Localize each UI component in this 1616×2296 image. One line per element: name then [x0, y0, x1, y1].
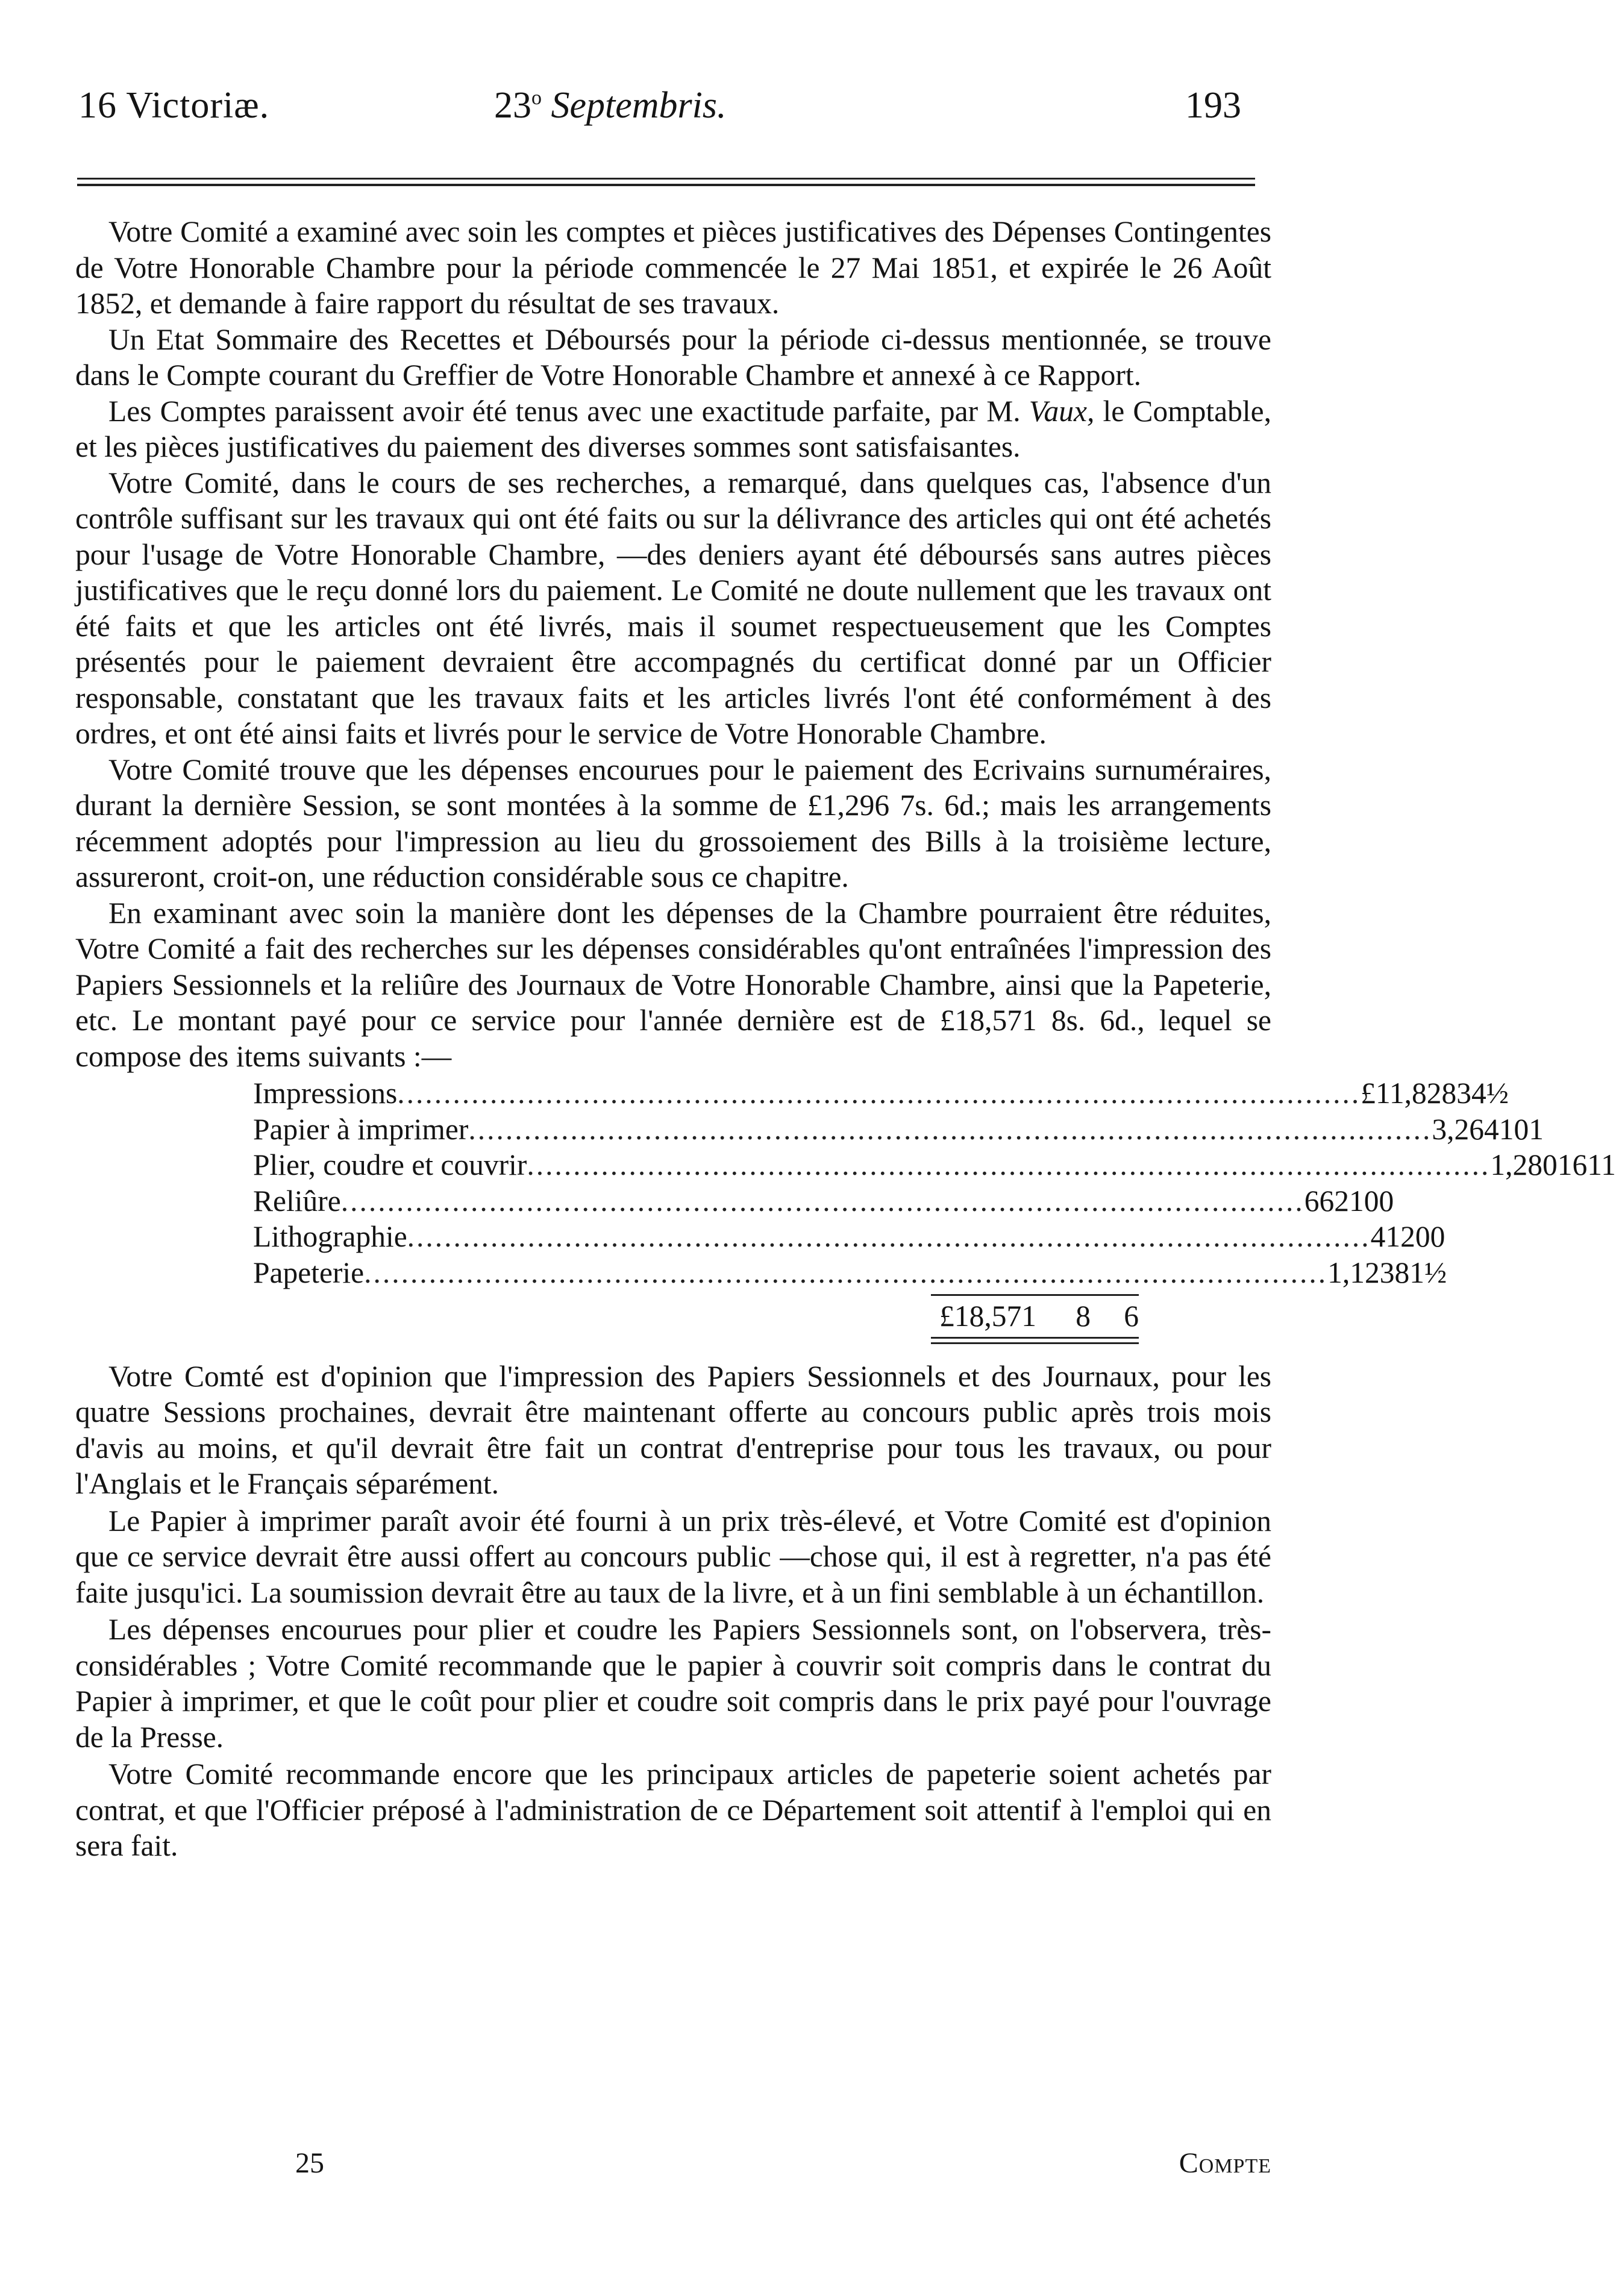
expense-pounds: 412 [1370, 1220, 1415, 1253]
dot-leader: ........................................................................................................ [527, 1148, 1491, 1181]
expense-label: Impressions [253, 1077, 398, 1110]
total-pounds: £18,571 [939, 1300, 1036, 1333]
expense-row [253, 1075, 1509, 1112]
accounts-prefix: Les Comptes paraissent avoir été tenus avec une exactitude parfaite, par M. [108, 394, 1021, 428]
paragraph-folding-sewing: Les dépenses encourues pour plier et coudre les Papiers Sessionnels sont, on l'observera, très-considérables ; Votre Comité recommande que le papier à couvrir soit compris dans le contrat du Papier à imprimer, et que le coût pour plier et coudre soit compris dans le prix payé pour l'ouvrage de la Presse. [75, 1613, 1271, 1754]
dot-leader: ........................................................................................................ [407, 1220, 1371, 1253]
paragraph-writers: Votre Comité trouve que les dépenses encourues pour le paiement des Ecrivains surnuméraires, durant la dernière Session, se sont montées à la somme de £1,296 7s. 6d.; mais les arrangements récemment adoptés pour l'impression au lieu du grossoiement des Bills à la troisième lecture, assureront, croit-on, une réduction considérable sous ce chapitre. [75, 752, 1271, 893]
expense-pounds: 1,123 [1327, 1256, 1395, 1289]
expense-pence: 11 [1587, 1148, 1616, 1181]
paragraph-examination: Votre Comité a examiné avec soin les comptes et pièces justificatives des Dépenses Contingentes de Votre Honorable Chambre pour la période commencée le 27 Mai 1851, et expirée le 26 Août 1852, et demande à faire rapport du résultat de ses travaux. [75, 215, 1271, 320]
expense-shillings: 16 [1557, 1148, 1588, 1181]
expense-row [253, 1183, 1394, 1219]
expense-shillings: 0 [1415, 1220, 1430, 1253]
header-rule-thick [77, 184, 1255, 186]
dot-leader: ........................................................................................................ [397, 1077, 1361, 1110]
expense-pounds: 662 [1304, 1184, 1349, 1218]
date-day: 23 [494, 85, 531, 126]
expense-row [253, 1219, 1445, 1255]
header-rule-thin [77, 178, 1255, 180]
expense-pounds: 1,280 [1490, 1148, 1558, 1181]
expense-total-row [253, 1298, 1139, 1334]
expense-shillings: 3 [1456, 1077, 1472, 1110]
paragraph-tender-printing: Votre Comté est d'opinion que l'impression des Papiers Sessionnels et des Journaux, pour les quatre Sessions prochaines, devrait être maintenant offerte au concours public après trois mois d'avis au moins, et qu'il devrait être fait un contrat d'entreprise pour tous les travaux, ou pour l'Anglais et le Français séparément. [75, 1359, 1271, 1500]
paragraph-control: Votre Comité, dans le cours de ses recherches, a remarqué, dans quelques cas, l'absence d'un contrôle suffisant sur les travaux qui ont été faits ou sur la délivrance des articles qui ont été achetés pour l'usage de Votre Honorable Chambre, —des deniers ayant été déboursés sans autres pièces justificatives que le reçu donné lors du paiement. Le Comité ne doute nullement que les travaux ont été faits et que les articles ont été livrés, mais il soumet respectueusement que les Comptes présentés pour le paiement devraient être accompagnés du certificat donné par un Officier responsable, constatant que les travaux faits et les articles livrés l'ont été conformément à des ordres, et ont été ainsi faits et livrés pour le service de Votre Honorable Chambre. [75, 466, 1271, 750]
expense-shillings: 10 [1348, 1184, 1379, 1218]
sum-rule [931, 1294, 1139, 1296]
paragraph-printing-paper: Le Papier à imprimer paraît avoir été fourni à un prix très-élevé, et Votre Comité est d'opinion que ce service devrait être aussi offert au concours public —chose qui, il est à regretter, n'a pas été faite jusqu'ici. La soumission devrait être au taux de la livre, et à un fini semblable à un échantillon. [75, 1504, 1271, 1609]
expense-pence: 0 [1430, 1220, 1445, 1253]
expense-shillings: 10 [1499, 1112, 1529, 1146]
expense-label: Lithographie [253, 1220, 407, 1253]
session-date [494, 84, 727, 127]
expense-pence: 1½ [1409, 1256, 1447, 1289]
expense-pence: 1 [1529, 1112, 1544, 1146]
regnal-year: 16 Victoriæ. [78, 85, 270, 126]
total-pence: 6 [1124, 1300, 1139, 1333]
expense-row [253, 1255, 1447, 1291]
expense-pence: 4½ [1471, 1077, 1509, 1110]
date-ordinal: o [531, 87, 542, 109]
dot-leader: ........................................................................................................ [340, 1184, 1304, 1218]
paragraph-summary-statement: Un Etat Sommaire des Recettes et Déboursés pour la période ci-dessus mentionnée, se trouve dans le Compte courant du Greffier de Votre Honorable Chambre et annexé à ce Rapport. [75, 322, 1271, 392]
expense-row [253, 1147, 1616, 1183]
expense-pounds: 3,264 [1432, 1112, 1499, 1146]
date-month: Septembris. [551, 85, 727, 126]
expense-shillings: 8 [1394, 1256, 1410, 1289]
expense-label: Papier à imprimer [253, 1112, 469, 1146]
expense-pence: 0 [1379, 1184, 1394, 1218]
expense-row [253, 1112, 1544, 1148]
accounts-suffix: le Comptable, et les pièces justificatives du paiement des diverses sommes sont satisfaisantes. [75, 394, 1271, 463]
total-double-rule [931, 1337, 1139, 1344]
accountant-name: Vaux, [1029, 394, 1095, 428]
running-header [78, 84, 1253, 151]
expense-label: Plier, coudre et couvrir [253, 1148, 527, 1181]
report-body [75, 214, 1616, 1864]
total-shillings: 8 [1076, 1300, 1091, 1333]
catchword: Compte [1179, 2147, 1271, 2179]
dot-leader: ........................................................................................................ [364, 1256, 1328, 1289]
signature-mark: 25 [295, 2147, 324, 2179]
expense-table [253, 1075, 1616, 1344]
dot-leader: ........................................................................................................ [468, 1112, 1432, 1146]
paragraph-accounts [75, 393, 1271, 465]
paragraph-printing-costs: En examinant avec soin la manière dont les dépenses de la Chambre pourraient être réduites, Votre Comité a fait des recherches sur les dépenses considérables qu'ont entraînées l'impression des Papiers Sessionnels et la reliûre des Journaux de Votre Honorable Chambre, ainsi que la Papeterie, etc. Le montant payé pour ce service pour l'année dernière est de £18,571 8s. 6d., lequel se compose des items suivants :— [75, 896, 1271, 1073]
page-number: 193 [1185, 85, 1241, 126]
expense-pounds: £11,828 [1361, 1077, 1457, 1110]
paragraph-stationery: Votre Comité recommande encore que les principaux articles de papeterie soient achetés par contrat, et que l'Officier préposé à l'administration de ce Département soit attentif à l'emploi qui en sera fait. [75, 1757, 1271, 1862]
expense-label: Reliûre [253, 1184, 341, 1218]
expense-label: Papeterie [253, 1256, 365, 1289]
